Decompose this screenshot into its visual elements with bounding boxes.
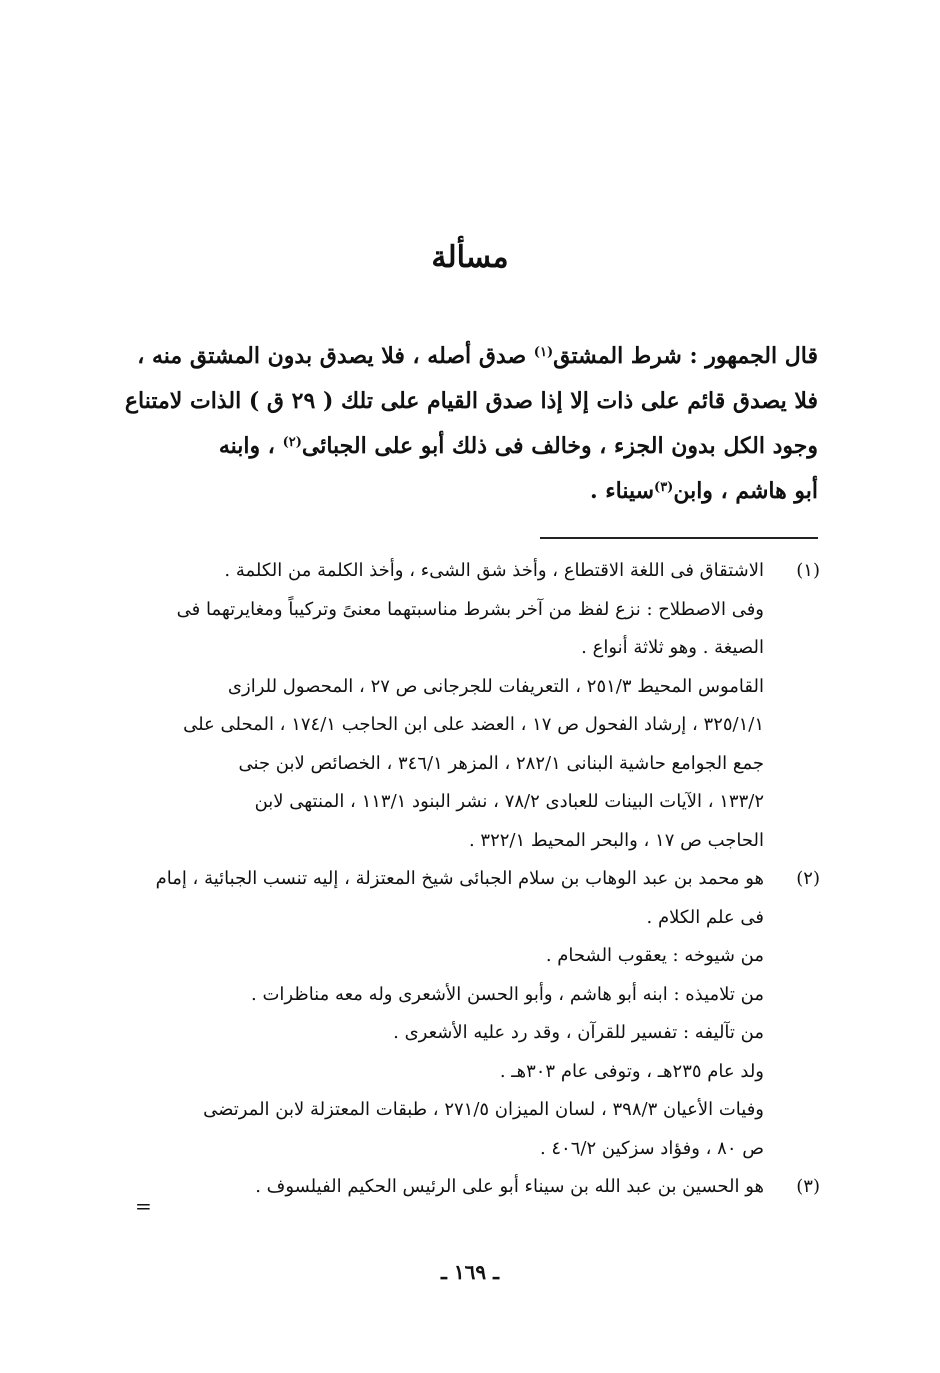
footnote-1 <box>130 552 820 860</box>
footnote-line: جمع الجوامع حاشية البنانى ٢٨٢/١ ، المزهر ٣٤٦/١ ، الخصائص لابن جنى <box>238 752 764 774</box>
footnote-3 <box>130 1168 820 1207</box>
footnote-line: ١٣٣/٢ ، الآيات البينات للعبادى ٧٨/٢ ، نشر البنود ١١٣/١ ، المنتهى لابن <box>254 791 764 812</box>
footnote-line: ص ٨٠ ، وفؤاد سزكين ٤٠٦/٢ . <box>539 1137 764 1159</box>
footnote-line: الاشتقاق فى اللغة الاقتطاع ، وأخذ شق الشىء ، وأخذ الكلمة من الكلمة . <box>224 560 764 581</box>
footnote-line: من تآليفه : تفسير للقرآن ، وقد رد عليه الأشعرى . <box>393 1022 764 1043</box>
footnote-ref: (١) <box>533 345 554 360</box>
footnote-line: فى علم الكلام . <box>646 906 764 928</box>
main-text-line: فلا يصدق قائم على ذات إلا إذا صدق القيام على تلك ( ٢٩ ق ) الذات لامتناع <box>124 388 818 414</box>
footnote-line: الصيغة . وهو ثلاثة أنواع . <box>581 637 764 658</box>
footnote-line: من تلاميذه : ابنه أبو هاشم ، وأبو الحسن الأشعرى وله معه مناظرات . <box>251 983 764 1005</box>
footnote-line: من شيوخه : يعقوب الشحام . <box>545 945 764 966</box>
main-text <box>124 334 818 514</box>
footnote-number: (٢) <box>796 868 820 889</box>
page-number: ـ ١٦٩ ـ <box>441 1260 499 1284</box>
footnotes <box>130 552 820 1207</box>
footnote-line: القاموس المحيط ٢٥١/٣ ، التعريفات للجرجانى ص ٢٧ ، المحصول للرازى <box>227 675 764 697</box>
footnote-ref: (٢) <box>282 435 302 450</box>
footnote-line: ولد عام ٢٣٥هـ ، وتوفى عام ٣٠٣هـ . <box>499 1060 764 1082</box>
section-title: مسألة <box>431 240 509 275</box>
footnote-number: (٣) <box>796 1176 820 1197</box>
footnote-line: هو الحسين بن عبد الله بن سيناء أبو على الرئيس الحكيم الفيلسوف . <box>255 1176 764 1197</box>
footnote-line: الحاجب ص ١٧ ، والبحر المحيط ٣٢٢/١ . <box>468 829 764 851</box>
continuation-mark: = <box>135 1194 152 1218</box>
footnote-line: وفيات الأعيان ٣٩٨/٣ ، لسان الميزان ٢٧١/٥ ، طبقات المعتزلة لابن المرتضى <box>203 1099 764 1120</box>
footnote-line: وفى الاصطلاح : نزع لفظ من آخر بشرط مناسبتهما معنىً وتركيباً ومغايرتهما فى <box>176 598 764 620</box>
footnote-2 <box>130 860 820 1168</box>
footnote-number: (١) <box>796 560 820 581</box>
footnote-line: هو محمد بن عبد الوهاب بن سلام الجبائى شيخ المعتزلة ، إليه تنسب الجبائية ، إمام <box>155 868 764 889</box>
main-text-line: وجود الكل بدون الجزء ، وخالف فى ذلك أبو على الجبائى$^{(٢)}$ ، وابنه <box>218 433 818 459</box>
footnote-line: ٣٢٥/١/١ ، إرشاد الفحول ص ١٧ ، العضد على ابن الحاجب ١٧٤/١ ، المحلى على <box>183 714 764 735</box>
main-text-line: أبو هاشم ، وابن$^{(٣)}$سيناء . <box>589 478 818 504</box>
main-text-line: قال الجمهور : شرط المشتق$^{(١)}$ صدق أصله ، فلا يصدق بدون المشتق منه ، <box>137 343 818 369</box>
footnote-separator <box>540 537 818 539</box>
footnote-ref: (٣) <box>654 480 674 495</box>
